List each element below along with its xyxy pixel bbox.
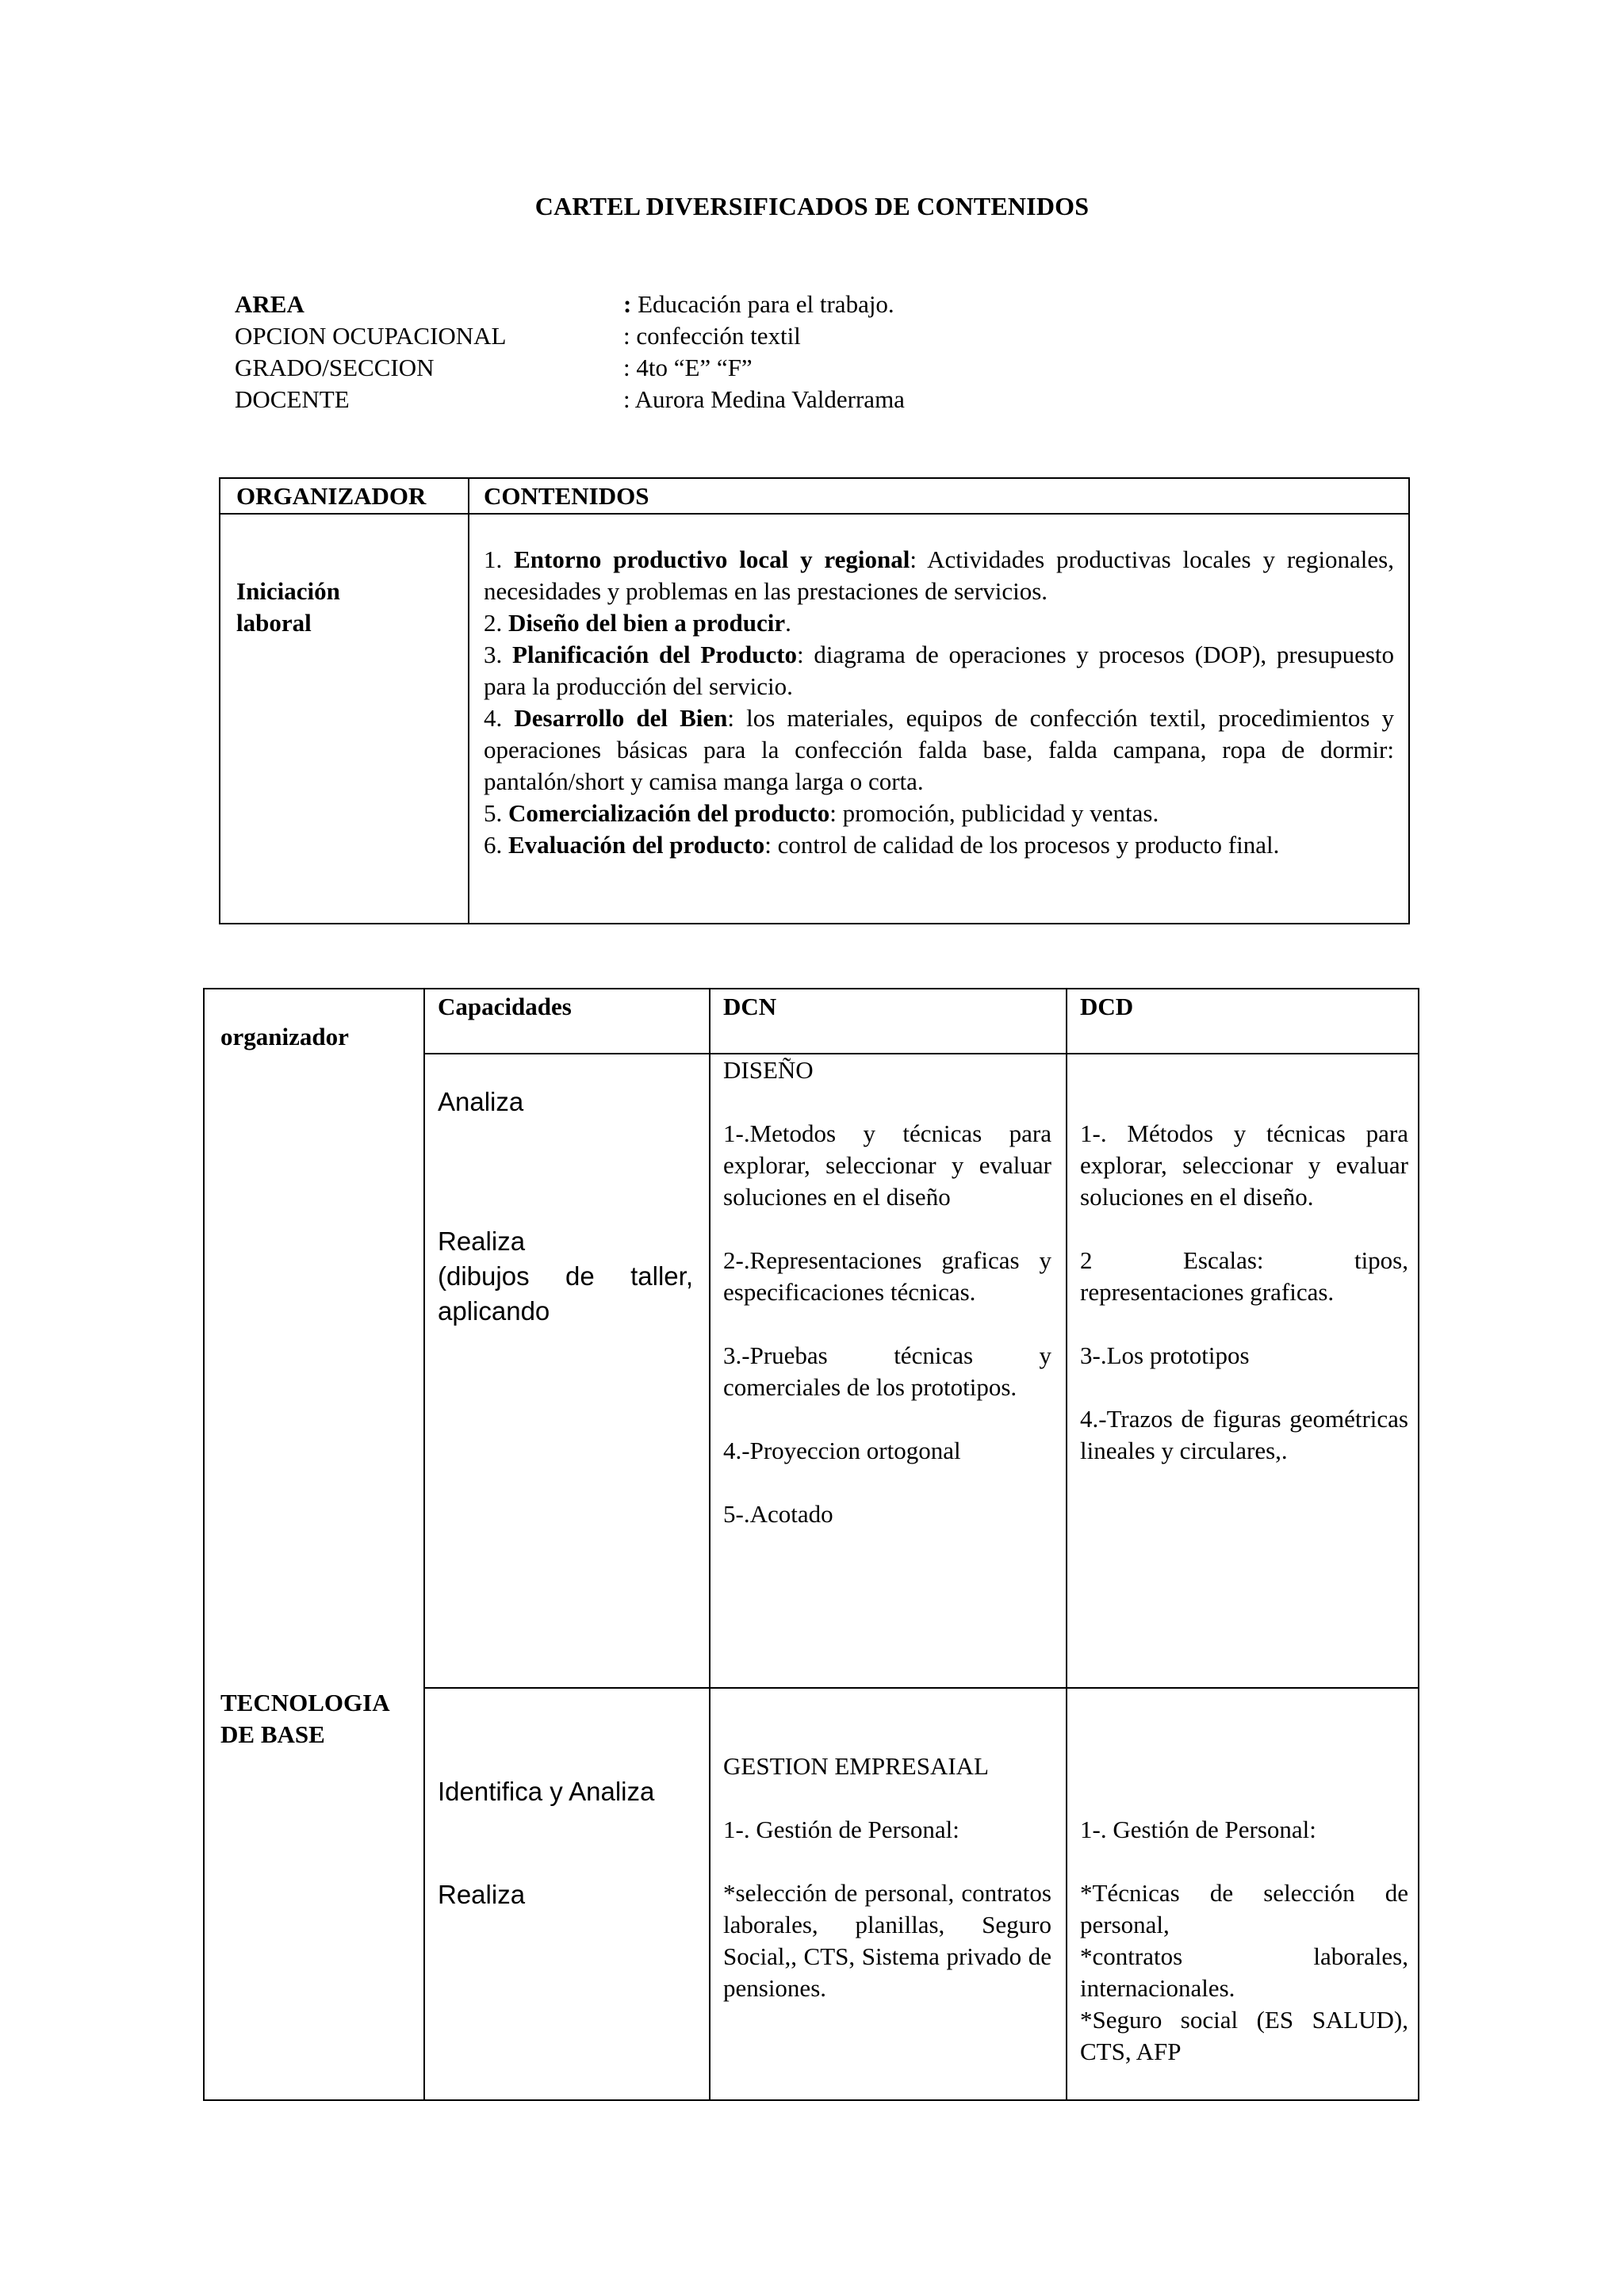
capacity-text: Realiza <box>438 1880 526 1909</box>
header-row-opcion <box>235 320 905 352</box>
dcd-item: 1-. Métodos y técnicas para explorar, seleccionar y evaluar soluciones en el diseño. <box>1080 1119 1408 1211</box>
capacity-text: Analiza <box>438 1087 524 1116</box>
dcn-item: 2-.Representaciones graficas y especificaciones técnicas. <box>723 1246 1051 1306</box>
item-text: : promoción, publicidad y ventas. <box>829 799 1159 827</box>
capacity-word: taller, <box>630 1261 693 1291</box>
dcd-item: 3-.Los prototipos <box>1080 1341 1250 1369</box>
item-text: : diagrama de operaciones y procesos (DOP), presupuesto para la producción del servicio. <box>484 641 1395 700</box>
area-label: AREA <box>235 290 304 318</box>
organizer-line: Iniciación <box>236 577 340 605</box>
dcn-item: 4.-Proyeccion ortogonal <box>723 1437 961 1464</box>
item-title: Evaluación del producto <box>508 831 765 859</box>
capacity-line: aplicando <box>438 1296 550 1326</box>
dcd-cell <box>1080 1118 1408 1498</box>
dcd-item: 1-. Gestión de Personal: <box>1080 1816 1316 1843</box>
item-title: Comercialización del producto <box>508 799 830 827</box>
content-item <box>484 544 1394 607</box>
item-title: Entorno productivo local y regional <box>514 545 910 573</box>
area-value <box>623 289 894 320</box>
content-item <box>484 829 1394 861</box>
dcn-item: 5-.Acotado <box>723 1500 833 1528</box>
item-number: 5. <box>484 799 508 827</box>
dcd-header: DCD <box>1080 993 1134 1020</box>
capacity-line <box>438 1259 693 1294</box>
table-divider <box>423 1687 1418 1689</box>
item-text: : Actividades productivas locales y regionales, necesidades y problemas en las prestaciones de servicios. <box>484 545 1394 605</box>
dcn-cell <box>723 1751 1051 2036</box>
dcn-item: GESTION EMPRESAIAL <box>723 1752 989 1780</box>
table-divider <box>220 513 1408 515</box>
capacities-header: Capacidades <box>438 993 572 1020</box>
contents-header: CONTENIDOS <box>484 482 649 510</box>
dcn-item: DISEÑO <box>723 1056 814 1084</box>
item-title: Desarrollo del Bien <box>514 704 728 732</box>
content-item <box>484 798 1394 829</box>
dcd-item: 4.-Trazos de figuras geométricas lineales y circulares,. <box>1080 1405 1408 1464</box>
capacity-text: Identifica y Analiza <box>438 1777 655 1806</box>
organizer-line: DE BASE <box>220 1720 325 1748</box>
header-info <box>235 289 905 415</box>
dcd-item: 2 Escalas: tipos, representaciones graficas. <box>1080 1246 1408 1306</box>
grado-value: : 4to “E” “F” <box>623 354 753 381</box>
opcion-label: OPCION OCUPACIONAL <box>235 322 507 350</box>
header-row-area <box>235 289 905 320</box>
content-item <box>484 639 1394 702</box>
item-text: : los materiales, equipos de confección textil, procedimientos y operaciones básicas para la confección falda base, falda campana, ropa de dormir: pantalón/short y camisa manga larga o corta. <box>484 704 1394 795</box>
organizer-line: laboral <box>236 609 312 637</box>
contents-table <box>219 477 1410 924</box>
area-text: Educación para el trabajo. <box>631 290 894 318</box>
dcd-cell <box>1080 1814 1408 2068</box>
capacity-word: de <box>565 1261 595 1291</box>
organizer-cell <box>236 576 340 639</box>
content-item <box>484 607 1394 639</box>
capacities-table <box>203 988 1419 2101</box>
contents-cell <box>484 544 1394 861</box>
dcn-cell <box>723 1054 1051 1562</box>
organizer-line: TECNOLOGIA <box>220 1689 390 1716</box>
table-divider <box>423 989 425 2099</box>
opcion-value: : confección textil <box>623 322 801 350</box>
capacity-line: Realiza <box>438 1226 526 1256</box>
organizer-cell <box>220 1687 390 1751</box>
item-number: 6. <box>484 831 508 859</box>
dcd-item: *contratos laborales, internacionales. <box>1080 1942 1408 2002</box>
docente-label: DOCENTE <box>235 385 350 413</box>
dcd-item: *Técnicas de selección de personal, <box>1080 1879 1408 1938</box>
page-title: CARTEL DIVERSIFICADOS DE CONTENIDOS <box>534 192 1090 220</box>
table-divider <box>468 479 469 923</box>
header-row-grado <box>235 352 905 384</box>
dcn-item: *selección de personal, contratos laborales, planillas, Seguro Social,, CTS, Sistema privado de pensiones. <box>723 1879 1051 2002</box>
table-divider <box>1066 989 1067 2099</box>
item-number: 4. <box>484 704 515 732</box>
content-item <box>484 702 1394 798</box>
dcn-item: 3.-Pruebas técnicas y comerciales de los prototipos. <box>723 1341 1051 1401</box>
dcn-item: 1-. Gestión de Personal: <box>723 1816 959 1843</box>
grado-label: GRADO/SECCION <box>235 354 435 381</box>
item-number: 2. <box>484 609 508 637</box>
item-title: Diseño del bien a producir <box>508 609 786 637</box>
area-colon: : <box>623 290 632 318</box>
dcd-item: *Seguro social (ES SALUD), CTS, AFP <box>1080 2006 1408 2065</box>
organizer-header: organizador <box>220 1023 349 1050</box>
dcn-item: 1-.Metodos y técnicas para explorar, seleccionar y evaluar soluciones en el diseño <box>723 1119 1051 1211</box>
header-row-docente <box>235 384 905 415</box>
item-number: 1. <box>484 545 515 573</box>
organizer-header: ORGANIZADOR <box>236 482 427 510</box>
capacity-word: (dibujos <box>438 1261 530 1291</box>
dcn-header: DCN <box>723 993 777 1020</box>
item-text: : control de calidad de los procesos y producto final. <box>764 831 1280 859</box>
table-divider <box>709 989 710 2099</box>
capacity-block <box>438 1224 693 1329</box>
docente-value: : Aurora Medina Valderrama <box>623 385 905 413</box>
item-text: . <box>785 609 791 637</box>
item-number: 3. <box>484 641 513 668</box>
item-title: Planificación del Producto <box>512 641 798 668</box>
